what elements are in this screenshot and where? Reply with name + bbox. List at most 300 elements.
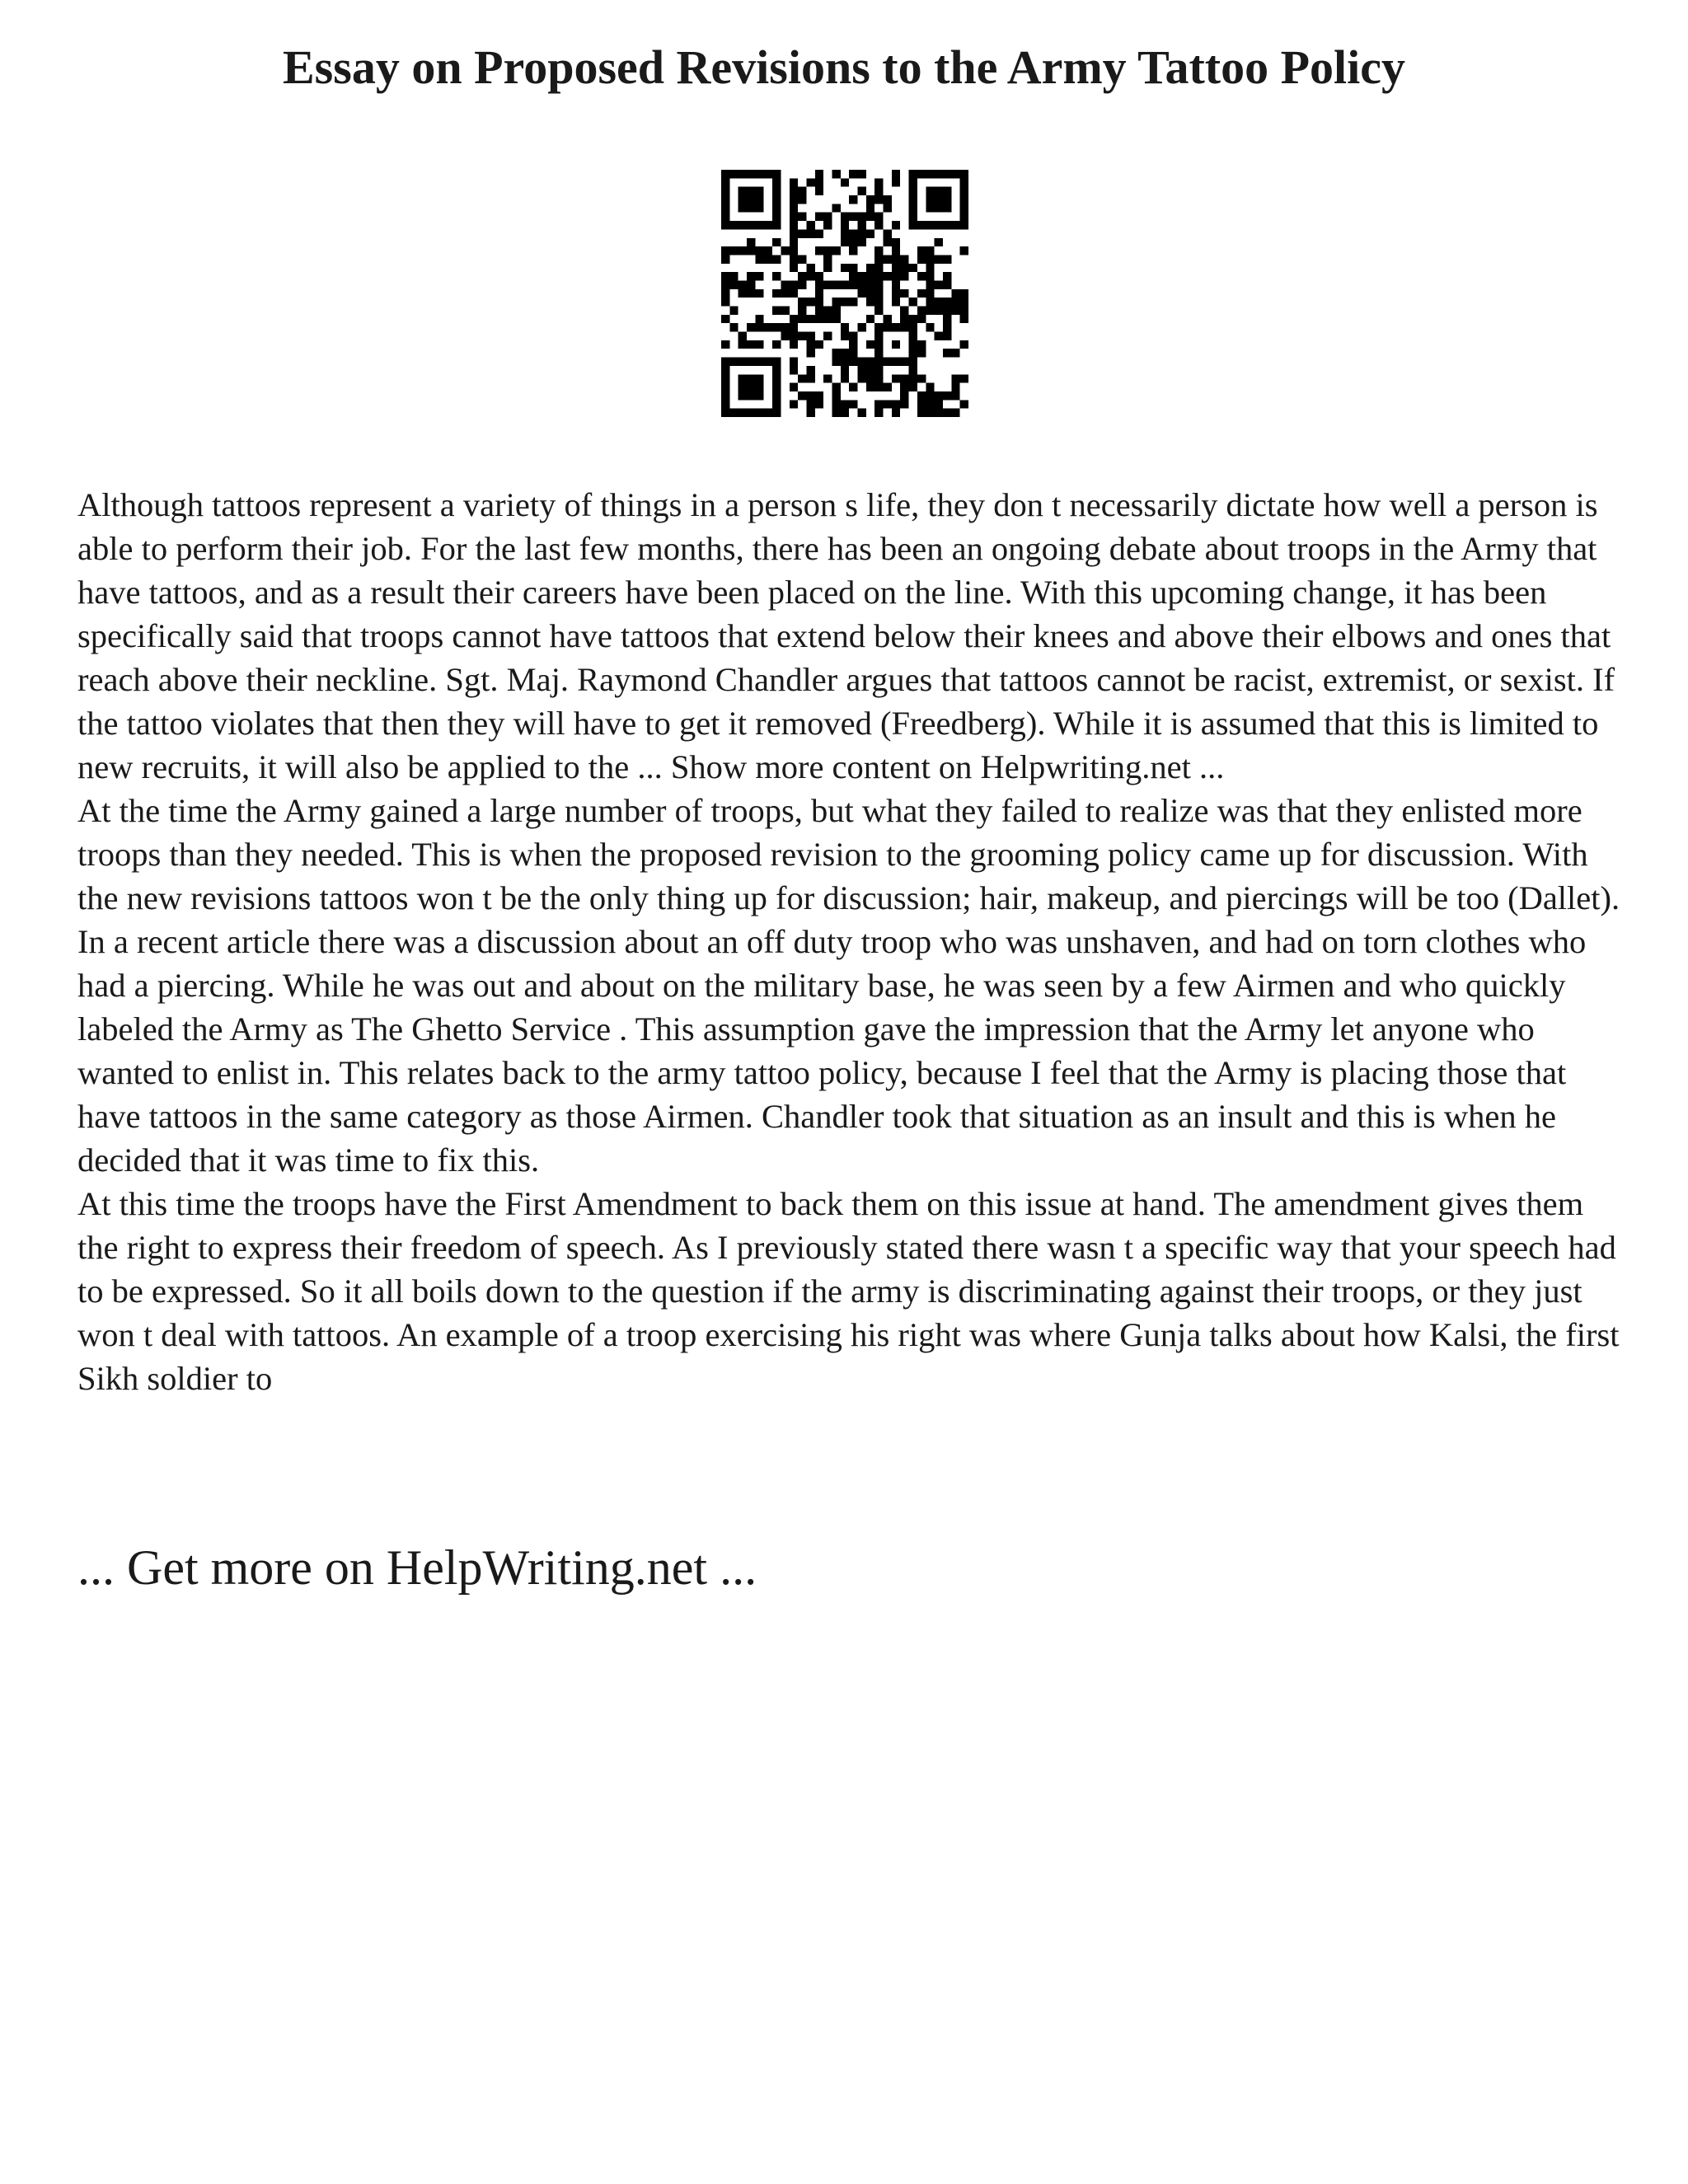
qr-module: [815, 289, 823, 298]
qr-module: [815, 229, 823, 237]
qr-module: [790, 366, 798, 374]
qr-module: [960, 289, 968, 298]
qr-module: [781, 307, 789, 315]
qr-module: [849, 298, 857, 306]
qr-module: [866, 374, 874, 382]
qr-module: [926, 264, 934, 272]
qr-module: [729, 358, 738, 366]
qr-module: [721, 383, 729, 391]
qr-module: [798, 187, 806, 195]
qr-module: [790, 264, 798, 272]
qr-module: [926, 280, 934, 288]
qr-module: [866, 366, 874, 374]
qr-module: [755, 255, 763, 263]
qr-module: [798, 307, 806, 315]
qr-module: [747, 391, 755, 400]
qr-module: [721, 409, 729, 417]
qr-module: [790, 340, 798, 349]
qr-module: [755, 391, 763, 400]
qr-module: [721, 187, 729, 195]
qr-module: [832, 391, 840, 400]
qr-module: [815, 340, 823, 349]
qr-module: [849, 246, 857, 255]
qr-module: [841, 229, 849, 237]
qr-module: [832, 349, 840, 357]
qr-module: [909, 374, 917, 382]
qr-module: [909, 383, 917, 391]
qr-module: [772, 366, 781, 374]
qr-module: [755, 323, 763, 331]
qr-module: [738, 195, 747, 204]
qr-module: [772, 358, 781, 366]
qr-module: [943, 391, 951, 400]
qr-module: [738, 374, 747, 382]
qr-module: [935, 255, 943, 263]
qr-module: [909, 315, 917, 323]
qr-module: [943, 409, 951, 417]
qr-module: [874, 221, 883, 229]
qr-module: [909, 187, 917, 195]
qr-module: [806, 400, 814, 408]
qr-module: [849, 400, 857, 408]
qr-module: [892, 298, 900, 306]
qr-module: [866, 340, 874, 349]
qr-module: [721, 178, 729, 186]
qr-module: [790, 195, 798, 204]
qr-module: [798, 272, 806, 280]
qr-module: [823, 264, 832, 272]
qr-module: [721, 195, 729, 204]
qr-module: [943, 195, 951, 204]
qr-module: [884, 383, 892, 391]
qr-module: [935, 400, 943, 408]
qr-module: [772, 213, 781, 221]
qr-module: [926, 289, 934, 298]
qr-module: [858, 366, 866, 374]
qr-module: [917, 349, 926, 357]
qr-module: [943, 204, 951, 212]
qr-module: [747, 409, 755, 417]
qr-module: [960, 213, 968, 221]
qr-module: [721, 221, 729, 229]
qr-module: [926, 272, 934, 280]
qr-module: [917, 409, 926, 417]
qr-module: [790, 383, 798, 391]
qr-module: [790, 187, 798, 195]
qr-module: [909, 298, 917, 306]
qr-module: [823, 315, 832, 323]
qr-module: [747, 340, 755, 349]
qr-module: [874, 409, 883, 417]
qr-module: [874, 255, 883, 263]
qr-module: [729, 323, 738, 331]
get-more-link[interactable]: ... Get more on HelpWriting.net ...: [77, 1540, 757, 1595]
qr-module: [806, 374, 814, 382]
qr-module: [943, 280, 951, 288]
qr-module: [917, 374, 926, 382]
qr-module: [832, 315, 840, 323]
qr-module: [721, 340, 729, 349]
qr-module: [866, 358, 874, 366]
qr-module: [841, 298, 849, 306]
qr-module: [806, 332, 814, 340]
paragraph-3: At this time the troops have the First Amendment to back them on this issue at hand. The amendment gives them the right to express their freedom of speech. As I previously stated there wasn t a specific way that your speech had to be expressed. So it all boils down to the question if the army is discriminating against their troops, or they just won t deal with tattoos. An example of a troop exercising his right was where Gunja talks about how Kalsi, the first Sikh soldier to: [77, 1185, 1620, 1397]
qr-module: [909, 204, 917, 212]
qr-module: [917, 340, 926, 349]
qr-module: [772, 400, 781, 408]
qr-module: [874, 280, 883, 288]
qr-module: [858, 280, 866, 288]
qr-module: [874, 340, 883, 349]
qr-module: [755, 246, 763, 255]
qr-module: [926, 323, 934, 331]
qr-module: [772, 170, 781, 178]
qr-module: [790, 280, 798, 288]
qr-module: [874, 349, 883, 357]
qr-module: [790, 358, 798, 366]
qr-module: [841, 409, 849, 417]
qr-module: [960, 204, 968, 212]
qr-module: [798, 332, 806, 340]
qr-module: [900, 264, 908, 272]
qr-module: [823, 213, 832, 221]
qr-module: [755, 204, 763, 212]
qr-module: [832, 170, 840, 178]
qr-module: [772, 195, 781, 204]
qr-module: [900, 400, 908, 408]
qr-module: [772, 187, 781, 195]
qr-module: [909, 195, 917, 204]
qr-module: [960, 400, 968, 408]
qr-module: [866, 229, 874, 237]
qr-module: [764, 170, 772, 178]
qr-module: [900, 315, 908, 323]
qr-module: [960, 187, 968, 195]
qr-module: [892, 238, 900, 246]
qr-module: [841, 358, 849, 366]
qr-module: [823, 374, 832, 382]
qr-module: [892, 280, 900, 288]
qr-module: [892, 289, 900, 298]
qr-module: [884, 315, 892, 323]
qr-module: [790, 246, 798, 255]
qr-module: [721, 358, 729, 366]
qr-module: [858, 170, 866, 178]
qr-module: [790, 400, 798, 408]
qr-module: [790, 323, 798, 331]
qr-module: [841, 323, 849, 331]
qr-module: [721, 213, 729, 221]
qr-module: [738, 246, 747, 255]
qr-module: [858, 323, 866, 331]
qr-module: [849, 272, 857, 280]
qr-module: [874, 400, 883, 408]
qr-module: [790, 289, 798, 298]
qr-module: [832, 298, 840, 306]
qr-module: [926, 400, 934, 408]
qr-module: [798, 298, 806, 306]
qr-module: [951, 289, 959, 298]
qr-module: [900, 272, 908, 280]
qr-module: [772, 323, 781, 331]
qr-module: [841, 238, 849, 246]
qr-module: [772, 374, 781, 382]
qr-module: [832, 400, 840, 408]
qr-module: [841, 332, 849, 340]
qr-module: [926, 307, 934, 315]
qr-module: [960, 374, 968, 382]
qr-module: [721, 298, 729, 306]
qr-module: [951, 409, 959, 417]
qr-module: [874, 195, 883, 204]
qr-module: [823, 307, 832, 315]
qr-module: [926, 298, 934, 306]
qr-module: [917, 307, 926, 315]
qr-module: [755, 340, 763, 349]
qr-module: [747, 272, 755, 280]
qr-module: [764, 246, 772, 255]
qr-module: [892, 246, 900, 255]
qr-module: [884, 358, 892, 366]
qr-module: [721, 374, 729, 382]
qr-module: [874, 358, 883, 366]
qr-module: [874, 323, 883, 331]
qr-module: [790, 178, 798, 186]
qr-module: [832, 246, 840, 255]
qr-module: [823, 221, 832, 229]
qr-module: [858, 213, 866, 221]
qr-module: [917, 272, 926, 280]
qr-module: [935, 221, 943, 229]
qr-module: [755, 374, 763, 382]
qr-module: [935, 307, 943, 315]
qr-module: [772, 340, 781, 349]
qr-module: [849, 340, 857, 349]
qr-module: [866, 272, 874, 280]
qr-module: [917, 289, 926, 298]
qr-module: [892, 340, 900, 349]
qr-module: [747, 187, 755, 195]
qr-module: [747, 195, 755, 204]
qr-module: [772, 221, 781, 229]
qr-module: [747, 170, 755, 178]
qr-module: [909, 221, 917, 229]
qr-module: [943, 272, 951, 280]
qr-module: [858, 289, 866, 298]
qr-module: [951, 391, 959, 400]
qr-module: [729, 307, 738, 315]
qr-module: [729, 170, 738, 178]
qr-module: [721, 391, 729, 400]
qr-module: [943, 323, 951, 331]
qr-module: [772, 272, 781, 280]
qr-module: [798, 391, 806, 400]
qr-module: [951, 307, 959, 315]
qr-module: [729, 409, 738, 417]
qr-module: [729, 246, 738, 255]
qr-module: [960, 170, 968, 178]
qr-module: [900, 307, 908, 315]
qr-module: [866, 204, 874, 212]
qr-module: [884, 195, 892, 204]
qr-module: [738, 332, 747, 340]
qr-module: [917, 391, 926, 400]
qr-module: [738, 383, 747, 391]
qr-module: [874, 307, 883, 315]
qr-module: [884, 272, 892, 280]
qr-module: [806, 349, 814, 357]
qr-module: [738, 187, 747, 195]
qr-module: [806, 340, 814, 349]
qr-module: [909, 366, 917, 374]
qr-module: [874, 332, 883, 340]
qr-module: [841, 264, 849, 272]
qr-module: [815, 272, 823, 280]
qr-module: [790, 238, 798, 246]
qr-module: [755, 272, 763, 280]
qr-module: [951, 298, 959, 306]
qr-module: [790, 332, 798, 340]
qr-module: [849, 280, 857, 288]
qr-module: [764, 358, 772, 366]
qr-module: [909, 170, 917, 178]
qr-module: [849, 383, 857, 391]
qr-module: [935, 238, 943, 246]
essay-body: [77, 483, 1627, 1400]
qr-module: [841, 366, 849, 374]
qr-module: [960, 178, 968, 186]
qr-module: [935, 170, 943, 178]
qr-module: [747, 374, 755, 382]
qr-module: [917, 255, 926, 263]
qr-module: [806, 178, 814, 186]
qr-module: [755, 187, 763, 195]
qr-module: [755, 195, 763, 204]
qr-module: [755, 289, 763, 298]
qr-module: [951, 221, 959, 229]
qr-module: [815, 391, 823, 400]
qr-module: [892, 272, 900, 280]
qr-module: [917, 315, 926, 323]
qr-module: [951, 383, 959, 391]
qr-module: [832, 409, 840, 417]
qr-module: [909, 323, 917, 331]
qr-module: [866, 289, 874, 298]
qr-module: [832, 358, 840, 366]
qr-module: [943, 255, 951, 263]
qr-module: [781, 323, 789, 331]
qr-module: [806, 315, 814, 323]
qr-module: [900, 374, 908, 382]
qr-module: [874, 213, 883, 221]
qr-module: [790, 315, 798, 323]
qr-module: [721, 246, 729, 255]
qr-module: [772, 238, 781, 246]
qr-module: [892, 170, 900, 178]
qr-module: [721, 280, 729, 288]
qr-module: [943, 221, 951, 229]
qr-module: [935, 280, 943, 288]
qr-module: [806, 298, 814, 306]
qr-module: [858, 187, 866, 195]
qr-module: [900, 255, 908, 263]
qr-module: [798, 315, 806, 323]
qr-module: [874, 366, 883, 374]
qr-module: [935, 391, 943, 400]
qr-module: [798, 280, 806, 288]
qr-module: [841, 374, 849, 382]
qr-module: [721, 272, 729, 280]
qr-module: [943, 332, 951, 340]
qr-module: [866, 264, 874, 272]
qr-module: [892, 255, 900, 263]
qr-module: [755, 170, 763, 178]
qr-module: [943, 315, 951, 323]
qr-module: [858, 272, 866, 280]
qr-module: [815, 213, 823, 221]
qr-module: [815, 315, 823, 323]
qr-module: [806, 264, 814, 272]
qr-module: [917, 400, 926, 408]
qr-module: [755, 221, 763, 229]
qr-module: [892, 178, 900, 186]
qr-module: [738, 358, 747, 366]
qr-module: [960, 307, 968, 315]
qr-module: [729, 221, 738, 229]
qr-module: [951, 374, 959, 382]
qr-module: [790, 229, 798, 237]
qr-module: [884, 204, 892, 212]
qr-module: [841, 213, 849, 221]
qr-module: [755, 383, 763, 391]
qr-module: [849, 349, 857, 357]
qr-module: [721, 255, 729, 263]
qr-module: [849, 229, 857, 237]
qr-module: [849, 238, 857, 246]
qr-module: [866, 280, 874, 288]
qr-module: [823, 280, 832, 288]
qr-module: [858, 374, 866, 382]
qr-module: [892, 264, 900, 272]
qr-module: [849, 332, 857, 340]
qr-module: [790, 213, 798, 221]
qr-module: [747, 280, 755, 288]
qr-module: [960, 340, 968, 349]
qr-module: [866, 195, 874, 204]
qr-module: [790, 204, 798, 212]
qr-module: [943, 349, 951, 357]
qr-module: [909, 213, 917, 221]
qr-module: [747, 289, 755, 298]
qr-module: [943, 187, 951, 195]
qr-module: [764, 255, 772, 263]
qr-module: [866, 213, 874, 221]
qr-module: [721, 315, 729, 323]
qr-module: [772, 383, 781, 391]
qr-module: [926, 383, 934, 391]
qr-module: [815, 307, 823, 315]
qr-module: [874, 383, 883, 391]
qr-module: [790, 255, 798, 263]
qr-module: [738, 340, 747, 349]
qr-module: [721, 204, 729, 212]
qr-module: [755, 358, 763, 366]
qr-module: [806, 366, 814, 374]
qr-code-icon: [721, 170, 968, 417]
qr-module: [738, 409, 747, 417]
qr-module: [738, 221, 747, 229]
qr-module: [798, 229, 806, 237]
